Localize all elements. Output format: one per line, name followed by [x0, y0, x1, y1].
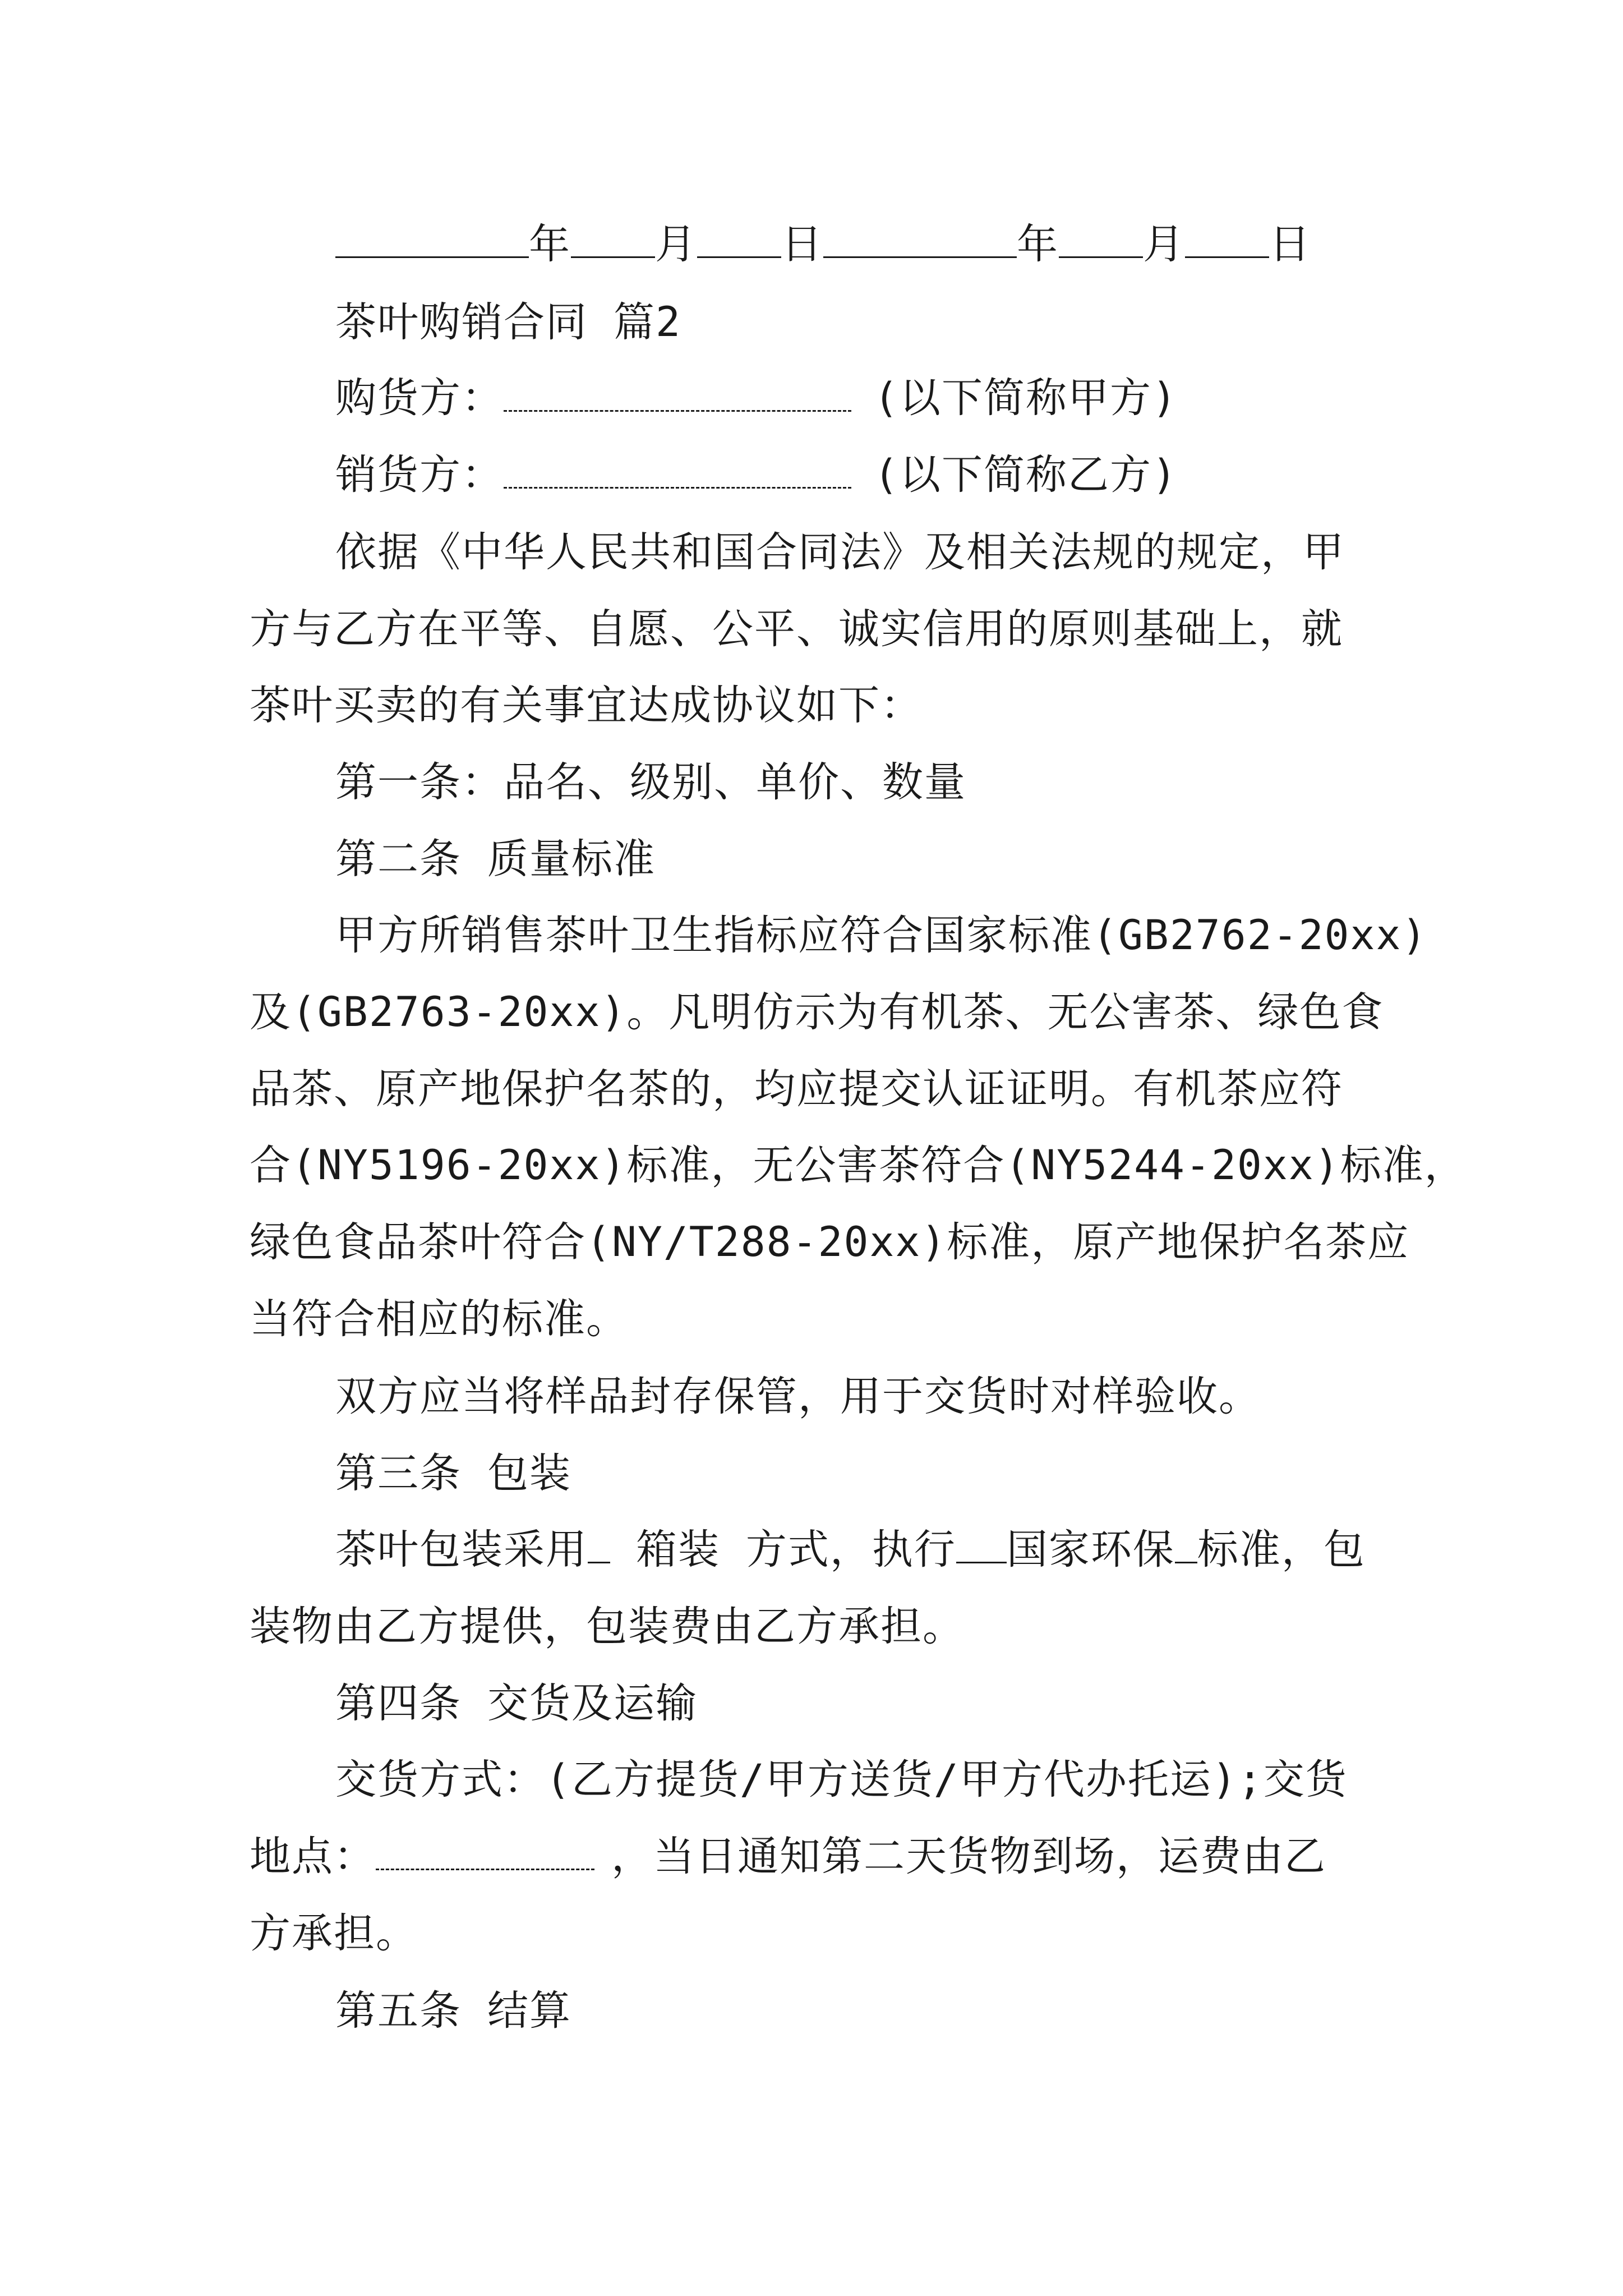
- delivery-line-2: [250, 1829, 1326, 1885]
- month-label-2: 月: [1143, 220, 1185, 268]
- intro-line-3: 茶叶买卖的有关事宜达成协议如下：: [250, 682, 923, 729]
- seller-label: 销货方：: [335, 451, 504, 499]
- delivery-place-rest: ，当日通知第二天货物到场，运费由乙: [611, 1833, 1326, 1880]
- packaging-line-2: 装物由乙方提供，包装费由乙方承担。: [250, 1603, 965, 1650]
- packaging-text-3: 标准，包: [1197, 1526, 1366, 1573]
- delivery-line-1: 交货方式：(乙方提货/甲方送货/甲方代办托运);交货: [335, 1756, 1348, 1803]
- month-label-1: 月: [655, 220, 697, 268]
- day-label-2: 日: [1269, 220, 1311, 268]
- quality-line-1: 甲方所销售茶叶卫生指标应符合国家标准(GB2762-20xx): [335, 912, 1428, 959]
- delivery-line-3: 方承担。: [250, 1910, 418, 1957]
- packaging-standard-blank: [956, 1522, 1007, 1563]
- article-2-title: 第二条 质量标准: [335, 835, 656, 883]
- packaging-box-value: 箱装: [635, 1526, 720, 1573]
- article-1-title: 第一条：品名、级别、单价、数量: [335, 758, 966, 806]
- buyer-line: [335, 370, 1178, 426]
- packaging-text-1: 茶叶包装采用: [335, 1526, 588, 1573]
- year-label-1: 年: [529, 220, 571, 268]
- article-4-title: 第四条 交货及运输: [335, 1680, 698, 1727]
- quality-line-6: 当符合相应的标准。: [250, 1295, 628, 1343]
- packaging-text-2: 方式，执行: [745, 1526, 956, 1573]
- day-blank-2: [1185, 217, 1269, 258]
- year-label-2: 年: [1017, 220, 1059, 268]
- delivery-place-blank: [376, 1829, 594, 1870]
- seller-line: [335, 447, 1178, 503]
- article-5-title: 第五条 结算: [335, 1987, 571, 2035]
- intro-line-2: 方与乙方在平等、自愿、公平、诚实信用的原则基础上，就: [250, 605, 1343, 653]
- buyer-label: 购货方：: [335, 374, 504, 422]
- sample-line: 双方应当将样品封存保管，用于交货时对样验收。: [335, 1373, 1261, 1420]
- packaging-line-1: [335, 1522, 1366, 1578]
- contract-heading: 茶叶购销合同 篇2: [335, 298, 681, 346]
- delivery-place-label: 地点：: [250, 1833, 376, 1880]
- seller-blank: [504, 448, 851, 489]
- day-blank-1: [697, 217, 781, 258]
- article-3-title: 第三条 包装: [335, 1450, 571, 1497]
- quality-line-3: 品茶、原产地保护名茶的，均应提交认证证明。有机茶应符: [250, 1065, 1343, 1113]
- month-blank-1: [571, 217, 655, 258]
- day-label-1: 日: [781, 220, 823, 268]
- buyer-suffix: (以下简称甲方): [874, 374, 1178, 422]
- year-blank-1: [335, 217, 529, 258]
- quality-line-5: 绿色食品茶叶符合(NY/T288-20xx)标准，原产地保护名茶应: [250, 1218, 1410, 1266]
- intro-line-1: 依据《中华人民共和国合同法》及相关法规的规定，甲: [335, 528, 1345, 576]
- packaging-standard-blank-2: [1175, 1522, 1197, 1563]
- buyer-blank: [504, 371, 851, 412]
- quality-line-4: 合(NY5196-20xx)标准，无公害茶符合(NY5244-20xx)标准，: [250, 1142, 1467, 1189]
- quality-line-2: 及(GB2763-20xx)。凡明仿示为有机茶、无公害茶、绿色食: [250, 988, 1384, 1036]
- packaging-standard-value: 国家环保: [1006, 1526, 1175, 1573]
- seller-suffix: (以下简称乙方): [874, 451, 1178, 499]
- month-blank-2: [1059, 217, 1143, 258]
- year-blank-2: [823, 217, 1017, 258]
- packaging-box-blank: [588, 1522, 610, 1563]
- date-line: [335, 217, 1311, 273]
